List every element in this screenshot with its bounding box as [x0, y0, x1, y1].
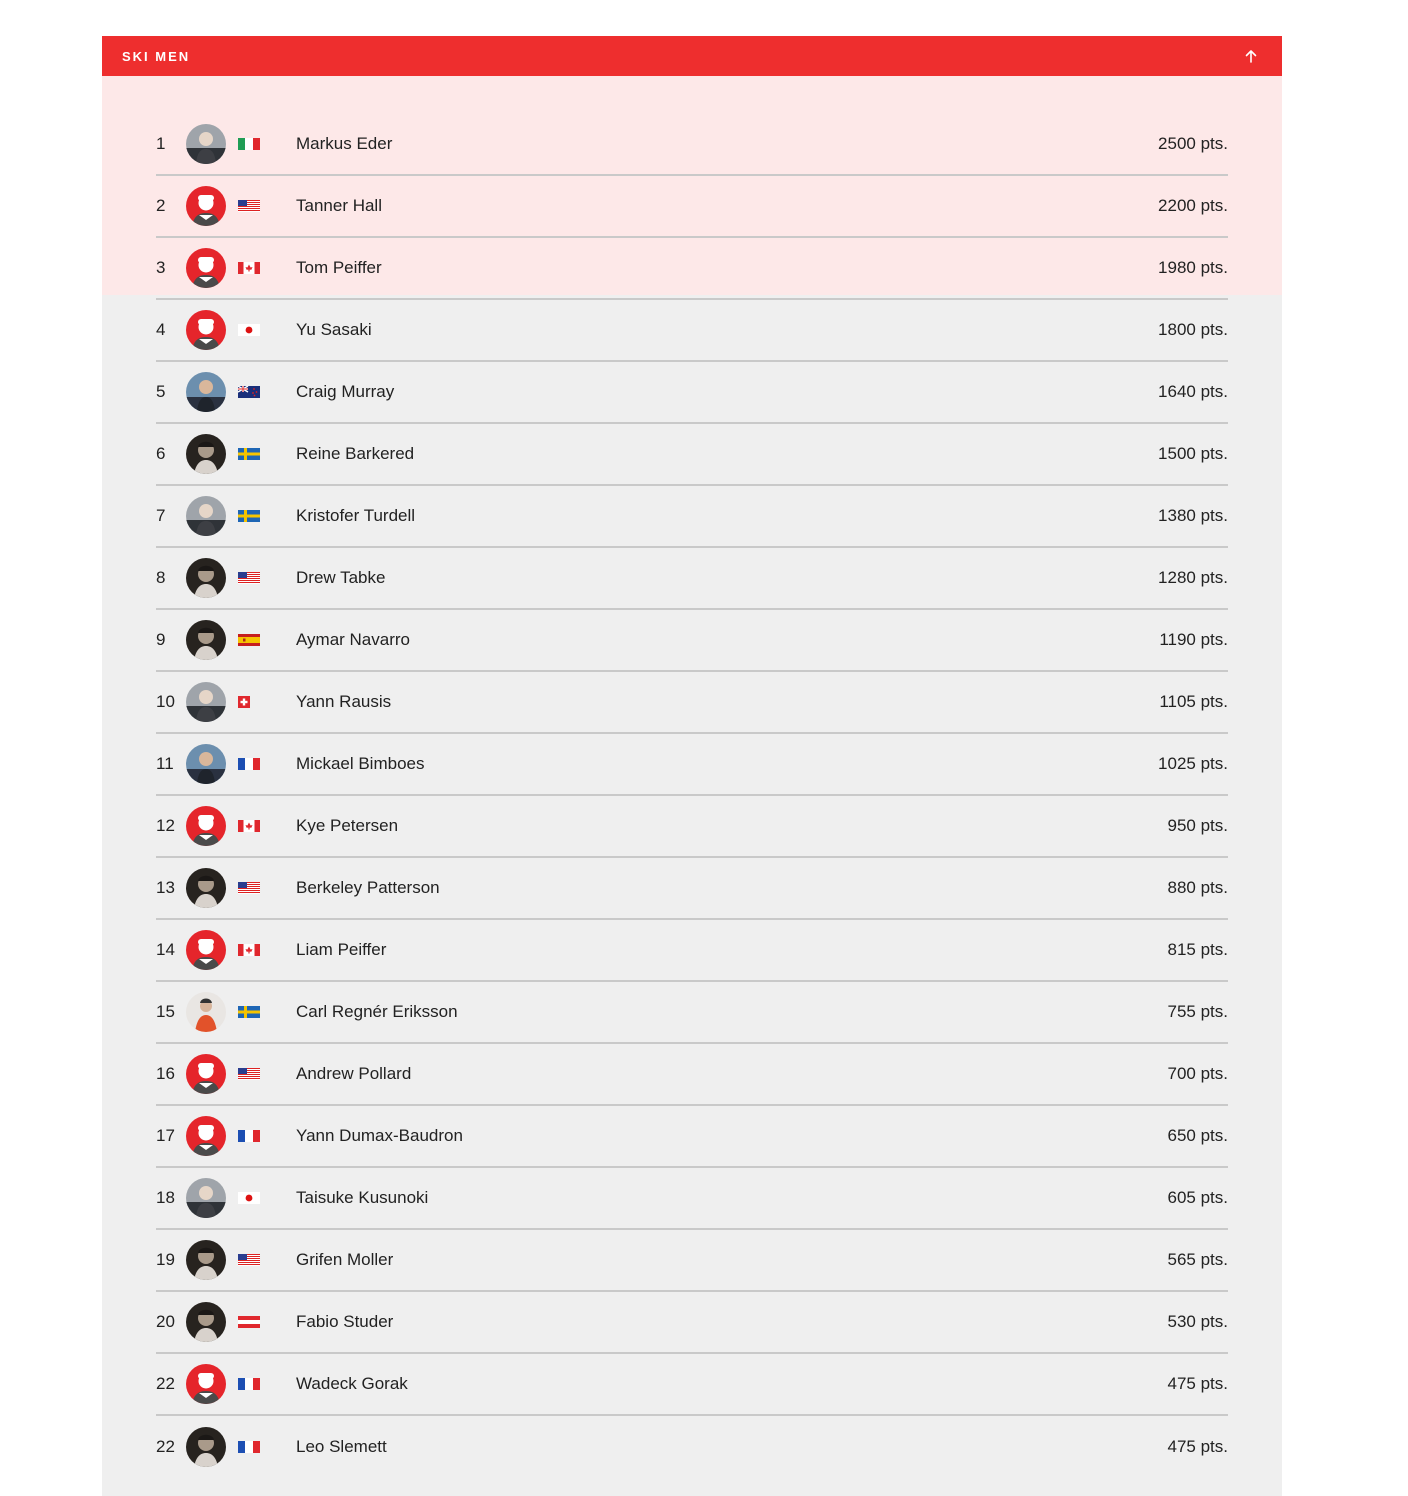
- rider-points: 475 pts.: [1167, 1374, 1228, 1393]
- rank-number: 5: [156, 382, 166, 401]
- rider-name[interactable]: Wadeck Gorak: [296, 1374, 408, 1393]
- rider-name[interactable]: Yann Dumax-Baudron: [296, 1126, 463, 1145]
- rider-name[interactable]: Leo Slemett: [296, 1437, 387, 1456]
- ranking-row[interactable]: [156, 1416, 1228, 1478]
- rider-name[interactable]: Drew Tabke: [296, 568, 386, 587]
- rider-avatar: [186, 806, 226, 846]
- rank-number: 14: [156, 940, 175, 959]
- rider-points: 1980 pts.: [1158, 258, 1228, 277]
- rider-name[interactable]: Tanner Hall: [296, 196, 382, 215]
- rider-name[interactable]: Yu Sasaki: [296, 320, 372, 339]
- rank-number: 7: [156, 506, 166, 525]
- ranking-row[interactable]: [156, 424, 1228, 486]
- section-title: SKI MEN: [122, 48, 191, 64]
- country-flag-icon: [238, 200, 260, 212]
- rider-name[interactable]: Craig Murray: [296, 382, 395, 401]
- country-flag-icon: [238, 324, 260, 336]
- rider-points: 650 pts.: [1167, 1126, 1228, 1145]
- rank-number: 18: [156, 1188, 175, 1207]
- country-flag-icon: [238, 1254, 260, 1266]
- ranking-row[interactable]: [156, 610, 1228, 672]
- rider-name[interactable]: Yann Rausis: [296, 692, 392, 711]
- rider-name[interactable]: Aymar Navarro: [296, 630, 410, 649]
- country-flag-icon: [238, 262, 260, 274]
- ranking-row[interactable]: [156, 982, 1228, 1044]
- country-flag-icon: [238, 696, 260, 708]
- rider-avatar: [186, 248, 226, 288]
- ranking-row[interactable]: [156, 114, 1228, 176]
- rank-number: 1: [156, 134, 166, 153]
- rider-avatar: [186, 682, 226, 722]
- rider-points: 565 pts.: [1167, 1250, 1228, 1269]
- rider-points: 1800 pts.: [1158, 320, 1228, 339]
- ranking-row[interactable]: [156, 1354, 1228, 1416]
- rider-points: 880 pts.: [1167, 878, 1228, 897]
- country-flag-icon: [238, 386, 260, 398]
- rank-number: 3: [156, 258, 166, 277]
- rider-name[interactable]: Liam Peiffer: [296, 940, 387, 959]
- rider-name[interactable]: Carl Regnér Eriksson: [296, 1002, 458, 1021]
- rider-name[interactable]: Mickael Bimboes: [296, 754, 425, 773]
- rider-points: 1190 pts.: [1159, 630, 1228, 649]
- rider-name[interactable]: Berkeley Patterson: [296, 878, 440, 897]
- rider-name[interactable]: Kristofer Turdell: [296, 506, 416, 525]
- rider-points: 605 pts.: [1167, 1188, 1228, 1207]
- rider-points: 1280 pts.: [1158, 568, 1228, 587]
- ranking-row[interactable]: [156, 486, 1228, 548]
- rider-name[interactable]: Taisuke Kusunoki: [296, 1188, 429, 1207]
- country-flag-icon: [238, 1068, 260, 1080]
- ranking-row[interactable]: [156, 548, 1228, 610]
- ranking-list: [156, 114, 1228, 1478]
- country-flag-icon: [238, 1378, 260, 1390]
- country-flag-icon: [238, 1192, 260, 1204]
- rider-points: 1500 pts.: [1158, 444, 1228, 463]
- rider-avatar: [186, 372, 226, 412]
- rank-number: 8: [156, 568, 166, 587]
- rider-points: 2500 pts.: [1158, 134, 1228, 153]
- rank-number: 11: [156, 754, 174, 773]
- country-flag-icon: [238, 634, 260, 646]
- rider-points: 1105 pts.: [1159, 692, 1228, 711]
- rider-points: 475 pts.: [1167, 1437, 1228, 1456]
- rank-number: 15: [156, 1002, 175, 1021]
- rider-avatar: [186, 744, 226, 784]
- rank-number: 22: [156, 1437, 175, 1456]
- ranking-row[interactable]: [156, 858, 1228, 920]
- rank-number: 10: [156, 692, 175, 711]
- rider-avatar: [186, 310, 226, 350]
- ranking-row[interactable]: [156, 672, 1228, 734]
- rider-avatar: [186, 434, 226, 474]
- country-flag-icon: [238, 1006, 260, 1018]
- ranking-row[interactable]: [156, 300, 1228, 362]
- rider-avatar: [186, 992, 226, 1032]
- rider-name[interactable]: Tom Peiffer: [296, 258, 382, 277]
- rider-avatar: [186, 620, 226, 660]
- country-flag-icon: [238, 1316, 260, 1328]
- rider-avatar: [186, 124, 226, 164]
- rider-points: 2200 pts.: [1158, 196, 1228, 215]
- rider-avatar: [186, 1302, 226, 1342]
- rank-number: 9: [156, 630, 166, 649]
- rank-number: 22: [156, 1374, 175, 1393]
- country-flag-icon: [238, 820, 260, 832]
- rider-points: 755 pts.: [1167, 1002, 1228, 1021]
- rider-avatar: [186, 1178, 226, 1218]
- rider-name[interactable]: Reine Barkered: [296, 444, 415, 463]
- arrow-up-icon[interactable]: [1240, 45, 1262, 67]
- country-flag-icon: [238, 758, 260, 770]
- rider-name[interactable]: Markus Eder: [296, 134, 393, 153]
- rider-avatar: [186, 1054, 226, 1094]
- rider-avatar: [186, 496, 226, 536]
- rider-points: 1025 pts.: [1158, 754, 1228, 773]
- ranking-row[interactable]: [156, 1168, 1228, 1230]
- country-flag-icon: [238, 1441, 260, 1453]
- ranking-row[interactable]: [156, 1044, 1228, 1106]
- rider-points: 950 pts.: [1167, 816, 1228, 835]
- rider-avatar: [186, 1427, 226, 1467]
- ranking-panel: [102, 36, 1282, 1496]
- rider-points: 1640 pts.: [1158, 382, 1228, 401]
- rider-avatar: [186, 1116, 226, 1156]
- rider-name[interactable]: Fabio Studer: [296, 1312, 394, 1331]
- country-flag-icon: [238, 510, 260, 522]
- rank-number: 12: [156, 816, 175, 835]
- ranking-row[interactable]: [156, 734, 1228, 796]
- country-flag-icon: [238, 572, 260, 584]
- rider-avatar: [186, 1240, 226, 1280]
- ranking-row[interactable]: [156, 920, 1228, 982]
- rider-points: 700 pts.: [1167, 1064, 1228, 1083]
- rider-avatar: [186, 1364, 226, 1404]
- rider-avatar: [186, 868, 226, 908]
- rider-name[interactable]: Kye Petersen: [296, 816, 399, 835]
- ranking-row[interactable]: [156, 796, 1228, 858]
- rider-avatar: [186, 558, 226, 598]
- rider-name[interactable]: Grifen Moller: [296, 1250, 394, 1269]
- rider-points: 815 pts.: [1167, 940, 1228, 959]
- ranking-row[interactable]: [156, 1106, 1228, 1168]
- country-flag-icon: [238, 1130, 260, 1142]
- rank-number: 6: [156, 444, 166, 463]
- rider-avatar: [186, 930, 226, 970]
- rank-number: 19: [156, 1250, 175, 1269]
- rank-number: 16: [156, 1064, 175, 1083]
- rider-avatar: [186, 186, 226, 226]
- ranking-row[interactable]: [156, 176, 1228, 238]
- country-flag-icon: [238, 448, 260, 460]
- ranking-row[interactable]: [156, 238, 1228, 300]
- country-flag-icon: [238, 138, 260, 150]
- ranking-row[interactable]: [156, 1292, 1228, 1354]
- ranking-row[interactable]: [156, 362, 1228, 424]
- rider-points: 1380 pts.: [1158, 506, 1228, 525]
- ranking-row[interactable]: [156, 1230, 1228, 1292]
- rank-number: 20: [156, 1312, 175, 1331]
- rank-number: 2: [156, 196, 166, 215]
- rank-number: 13: [156, 878, 175, 897]
- rider-points: 530 pts.: [1167, 1312, 1228, 1331]
- country-flag-icon: [238, 882, 260, 894]
- rank-number: 17: [156, 1126, 175, 1145]
- rank-number: 4: [156, 320, 166, 339]
- country-flag-icon: [238, 944, 260, 956]
- section-header[interactable]: [102, 36, 1282, 76]
- rider-name[interactable]: Andrew Pollard: [296, 1064, 412, 1083]
